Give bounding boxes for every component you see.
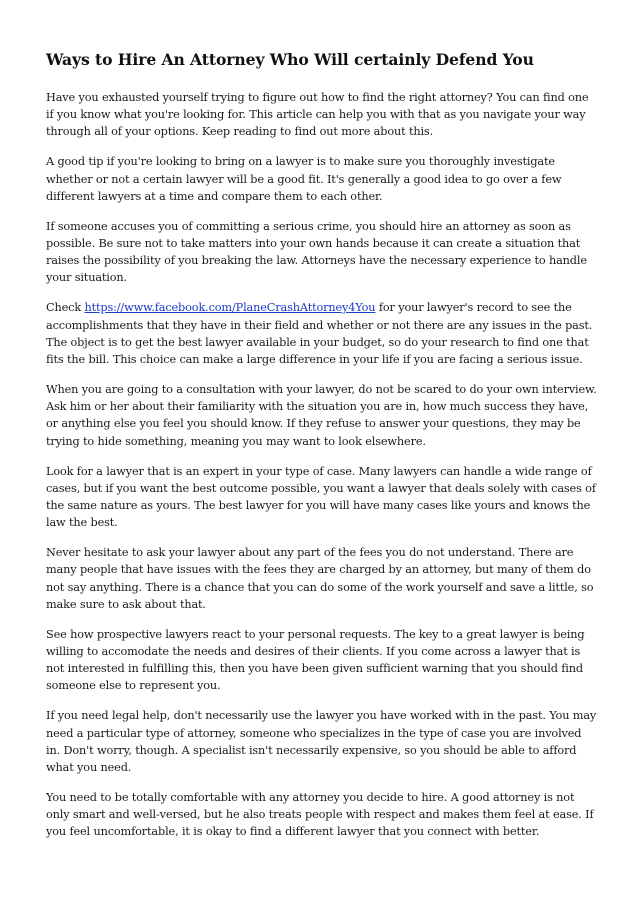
page-title: Ways to Hire An Attorney Who Will certainly Defend You [46,50,534,69]
paragraph-expert: Look for a lawyer that is an expert in your type of case. Many lawyers can handle a wide range of cases, but if you want the best outcome possible, you want a lawyer that deals solely with cases of the same nature as yours. The best lawyer for you will have many cases like yours and knows the law the best. [46,464,596,530]
paragraph-check-suffix: for your lawyer's record to see the accomplishments that they have in their field and whether or not there are any issues in the past. The object is to get the best lawyer available in your budget, so do your research to find one that fits the bill. This choice can make a large difference in your life if you are facing a serious issue. [46,301,593,367]
paragraph-check-record [46,299,598,368]
paragraph-investigate: A good tip if you're looking to bring on a lawyer is to make sure you thoroughly investigate whether or not a certain lawyer will be a good fit. It's generally a good idea to go over a few different lawyers at a time and compare them to each other. [46,155,562,203]
paragraph-check-prefix: Check [46,301,85,315]
paragraph-intro: Have you exhausted yourself trying to figure out how to find the right attorney? You can find one if you know what you're looking for. This article can help you with that as you navigate your way through all of your options. Keep reading to find out more about this. [46,91,589,139]
facebook-link[interactable]: https://www.facebook.com/PlaneCrashAttorney4You [84,301,376,315]
paragraph-consultation: When you are going to a consultation with your lawyer, do not be scared to do your own interview. Ask him or her about their familiarity with the situation you are in, how much success they have, or anything else you feel you should know. If they refuse to answer your questions, they may be trying to hide something, meaning you may want to look elsewhere. [46,383,597,448]
paragraph-personal-requests: See how prospective lawyers react to your personal requests. The key to a great lawyer is being willing to accomodate the needs and desires of their clients. If you come across a lawyer that is not interested in fulfilling this, then you have been given sufficient warning that you should find someone else to represent you. [46,627,585,693]
paragraph-comfortable: You need to be totally comfortable with any attorney you decide to hire. A good attorney is not only smart and well-versed, but he also treats people with respect and makes them feel at ease. If you feel uncomfortable, it is okay to find a different lawyer that you connect with better. [46,791,594,839]
paragraph-fees: Never hesitate to ask your lawyer about any part of the fees you do not understand. There are many people that have issues with the fees they are charged by an attorney, but many of them do not say anything. There is a chance that you can do some of the work yourself and save a little, so make sure to ask about that. [46,546,594,611]
document-page [46,50,598,853]
paragraph-legal-help: If you need legal help, don't necessarily use the lawyer you have worked with in the past. You may need a particular type of attorney, someone who specializes in the type of case you are involved in. Don't worry, though. A specialist isn't necessarily expensive, so you should be able to afford what you need. [46,709,597,775]
paragraph-serious-crime: If someone accuses you of committing a serious crime, you should hire an attorney as soon as possible. Be sure not to take matters into your own hands because it can create a situation that raises the possibility of you breaking the law. Attorneys have the necessary experience to handle your situation. [46,219,587,285]
